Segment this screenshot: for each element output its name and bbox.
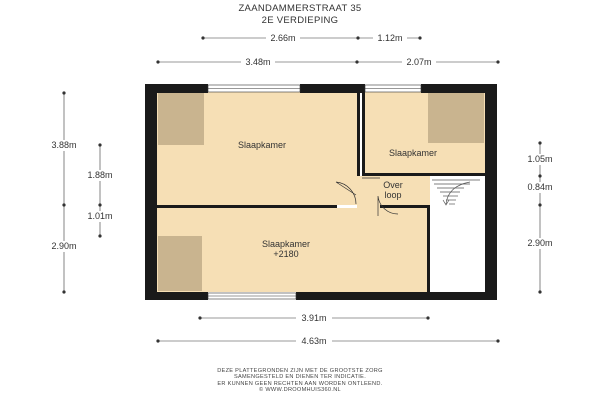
dim-tick bbox=[419, 37, 422, 40]
wall-mid-horizontal bbox=[157, 205, 337, 208]
wall-left bbox=[145, 84, 157, 300]
dim-tick bbox=[63, 204, 66, 207]
dim-tick bbox=[497, 61, 500, 64]
disclaimer-line: DEZE PLATTEGRONDEN ZIJN MET DE GROOTSTE ZORG bbox=[217, 368, 383, 374]
room-label-top-left: Slaapkamer bbox=[237, 140, 287, 150]
dim-tick bbox=[157, 340, 160, 343]
wall-landing-top bbox=[365, 173, 485, 176]
dim-tick bbox=[63, 92, 66, 95]
dim-left-outer-top: 3.88m bbox=[51, 140, 77, 150]
disclaimer-line: © WWW.DROOMHUIS360.NL bbox=[259, 387, 341, 394]
dim-top-outer-right: 1.12m bbox=[377, 33, 403, 43]
dim-tick bbox=[539, 175, 542, 178]
wall-bottom-right bbox=[296, 292, 497, 300]
wall-right bbox=[485, 84, 497, 300]
address-label: ZAANDAMMERSTRAAT 35 bbox=[238, 3, 362, 14]
disclaimer-line: ER KUNNEN GEEN RECHTEN AAN WORDEN ONTLEEND. bbox=[217, 380, 383, 387]
dim-left-inner-top: 1.88m bbox=[87, 170, 113, 180]
room-label-landing: Over bbox=[383, 180, 403, 190]
dim-tick bbox=[497, 340, 500, 343]
wall-stairs-left bbox=[427, 208, 430, 292]
dim-tick bbox=[199, 317, 202, 320]
wall-top-mid bbox=[300, 84, 365, 93]
dim-tick bbox=[539, 204, 542, 207]
disclaimer bbox=[0, 368, 600, 394]
dim-tick bbox=[157, 61, 160, 64]
dim-right-top: 1.05m bbox=[527, 154, 553, 164]
room-label-bottom-height: +2180 bbox=[273, 249, 299, 259]
dim-tick bbox=[539, 142, 542, 145]
disclaimer-line: SAMENGESTELD EN DIENEN TER INDICATIE. bbox=[233, 374, 367, 381]
room-label-landing-line2: loop bbox=[384, 190, 402, 200]
dim-tick bbox=[356, 61, 359, 64]
dim-top-inner-left: 3.48m bbox=[245, 57, 271, 67]
wall-mid-horizontal-2 bbox=[380, 205, 430, 208]
dim-tick bbox=[99, 235, 102, 238]
slope-top-left bbox=[158, 93, 204, 145]
wall-inner-vertical-2 bbox=[362, 93, 365, 176]
dim-tick bbox=[427, 317, 430, 320]
room-label-top-right: Slaapkamer bbox=[388, 148, 438, 158]
wall-inner-vertical bbox=[357, 93, 360, 176]
dim-bottom-inner: 3.91m bbox=[301, 313, 327, 323]
dim-tick bbox=[539, 291, 542, 294]
dim-bottom-outer: 4.63m bbox=[301, 336, 327, 346]
room-label-bottom: Slaapkamer bbox=[261, 239, 311, 249]
floor-label: 2E VERDIEPING bbox=[261, 15, 339, 26]
dim-right-bottom: 2.90m bbox=[527, 238, 553, 248]
dim-tick bbox=[99, 204, 102, 207]
slope-top-right bbox=[428, 93, 484, 143]
dim-left-outer-bottom: 2.90m bbox=[51, 241, 77, 251]
dim-right-mid: 0.84m bbox=[527, 182, 553, 192]
dim-tick bbox=[357, 37, 360, 40]
slope-bottom-left bbox=[158, 236, 202, 291]
dim-top-outer-left: 2.66m bbox=[270, 33, 296, 43]
dim-tick bbox=[202, 37, 205, 40]
dim-tick bbox=[99, 144, 102, 147]
dim-top-inner-right: 2.07m bbox=[406, 57, 432, 67]
dim-left-inner-bottom: 1.01m bbox=[87, 211, 113, 221]
staircase-area bbox=[430, 176, 485, 292]
dim-tick bbox=[63, 291, 66, 294]
wall-bottom-left bbox=[145, 292, 208, 300]
